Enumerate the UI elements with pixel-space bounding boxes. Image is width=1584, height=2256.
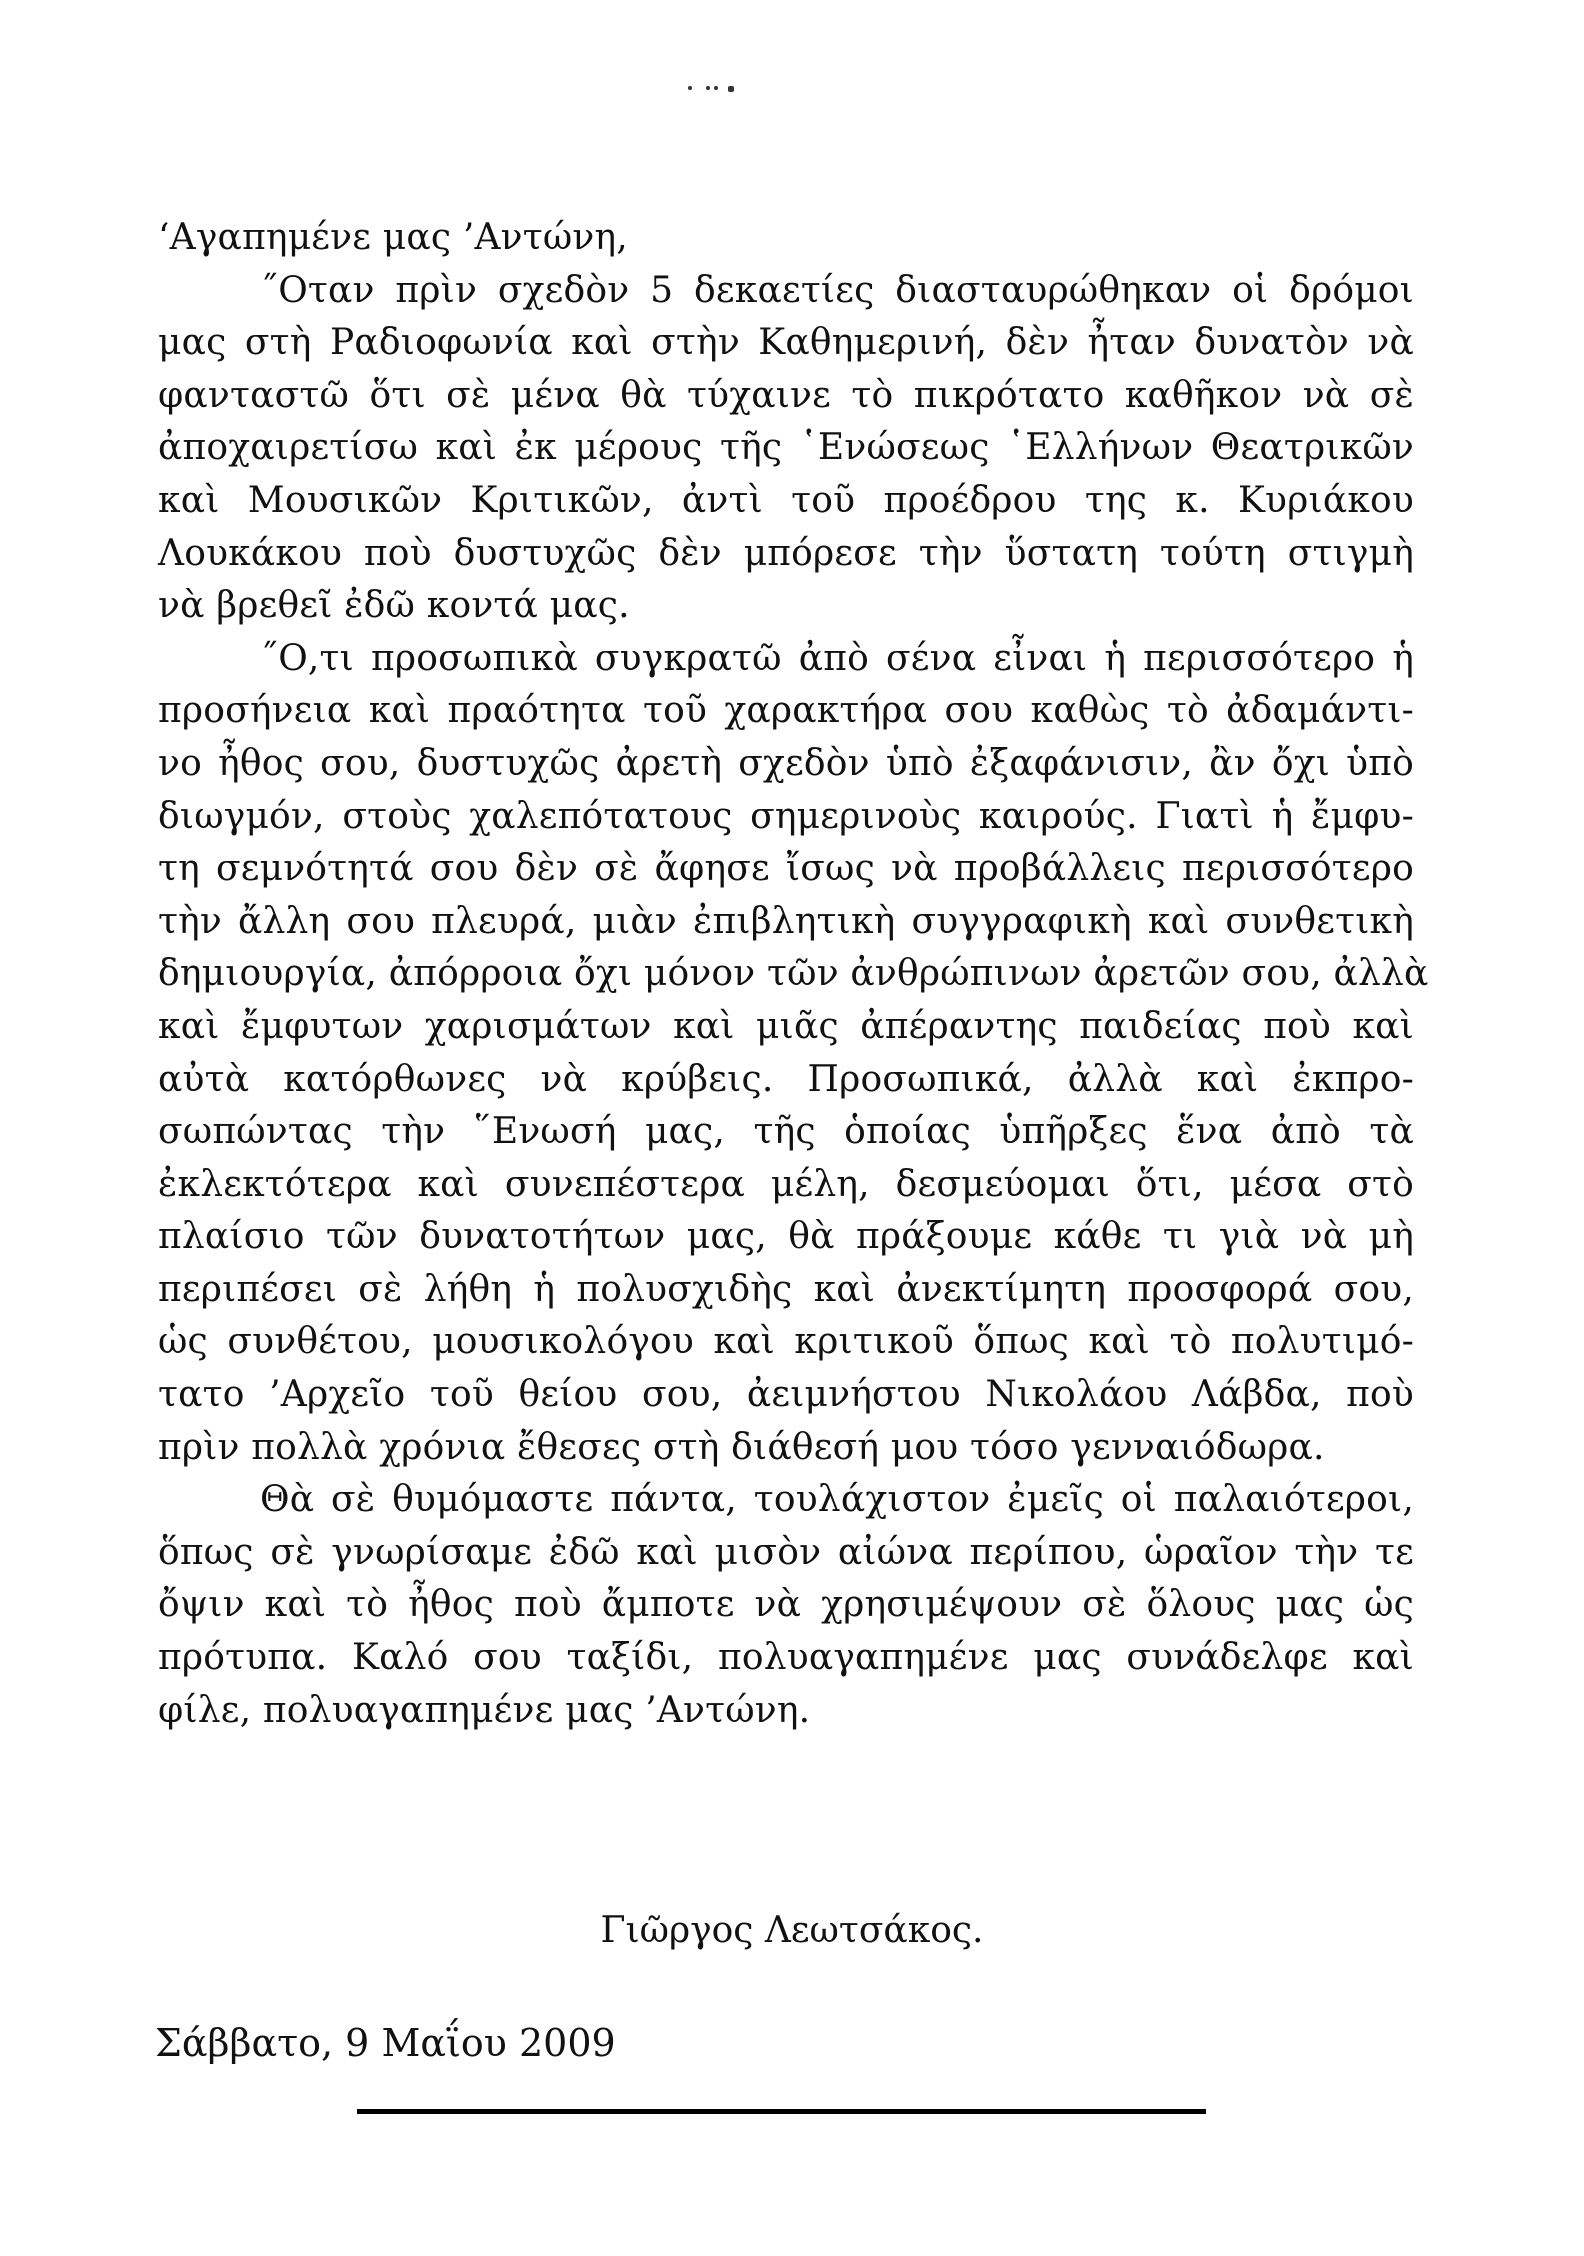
text-line: πλαίσιο τῶν δυνατοτήτων μας, θὰ πράξουμε κάθε τι γιὰ νὰ μὴ <box>158 1216 1414 1258</box>
text-line: καὶ Μουσικῶν Κριτικῶν, ἀντὶ τοῦ προέδρου της κ. Κυριάκου <box>158 479 1414 521</box>
text-line: μας στὴ Ραδιοφωνία καὶ στὴν Καθημερινή, δὲν ἦταν δυνατὸν νὰ <box>158 322 1414 364</box>
text-line: προσήνεια καὶ πραότητα τοῦ χαρακτήρα σου καθὼς τὸ ἀδαμάντι- <box>158 690 1414 732</box>
paragraph-2 <box>158 633 1429 1475</box>
text-line: ˝Οταν πρὶν σχεδὸν 5 δεκαετίες διασταυρώθηκαν οἱ δρόμοι <box>260 269 1414 311</box>
horizontal-rule <box>357 2109 1206 2114</box>
text-line: Λουκάκου ποὺ δυστυχῶς δὲν μπόρεσε τὴν ὕστατη τούτη στιγμὴ <box>158 532 1414 574</box>
text-line: νὰ βρεθεῖ ἐδῶ κοντά μας. <box>158 585 630 627</box>
text-line: αὐτὰ κατόρθωνες νὰ κρύβεις. Προσωπικά, ἀλλὰ καὶ ἐκπρο- <box>158 1058 1414 1100</box>
signature: Γιῶργος Λεωτσάκος. <box>600 1910 984 1951</box>
text-line: ἀποχαιρετίσω καὶ ἐκ μέρους τῆς ῾Ενώσεως ῾Ελλήνων Θεατρικῶν <box>158 427 1414 469</box>
text-line: διωγμόν, στοὺς χαλεπότατους σημερινοὺς καιρούς. Γιατὶ ἡ ἔμφυ- <box>158 795 1414 837</box>
signature-block <box>0 1905 1584 1957</box>
text-line: ἐκλεκτότερα καὶ συνεπέστερα μέλη, δεσμεύομαι ὅτι, μέσα στὸ <box>158 1163 1414 1205</box>
text-line: φίλε, πολυαγαπημένε μας ’Αντώνη. <box>158 1689 811 1731</box>
text-line: τη σεμνότητά σου δὲν σὲ ἄφησε ἴσως νὰ προβάλλεις περισσότερο <box>158 848 1414 890</box>
text-line: δημιουργία, ἀπόρροια ὄχι μόνον τῶν ἀνθρώπινων ἀρετῶν σου, ἀλλὰ <box>158 953 1429 995</box>
text-line: τατο ’Αρχεῖο τοῦ θείου σου, ἀειμνήστου Νικολάου Λάβδα, ποὺ <box>158 1374 1414 1416</box>
text-line: τὴν ἄλλη σου πλευρά, μιὰν ἐπιβλητικὴ συγγραφικὴ καὶ συνθετικὴ <box>158 900 1414 942</box>
date: Σάββατο, 9 Μαΐου 2009 <box>155 2021 616 2065</box>
text-line: ὅπως σὲ γνωρίσαμε ἐδῶ καὶ μισὸν αἰώνα περίπου, ὡραῖον τὴν τε <box>158 1531 1414 1573</box>
text-line: νο ἦθος σου, δυστυχῶς ἀρετὴ σχεδὸν ὑπὸ ἐξαφάνισιν, ἂν ὄχι ὑπὸ <box>158 742 1414 784</box>
text-line: καὶ ἔμφυτων χαρισμάτων καὶ μιᾶς ἀπέραντης παιδείας ποὺ καὶ <box>158 1005 1414 1047</box>
text-line: φανταστῶ ὅτι σὲ μένα θὰ τύχαινε τὸ πικρότατο καθῆκον νὰ σὲ <box>158 374 1414 416</box>
scan-noise-marks <box>688 82 768 94</box>
text-line: περιπέσει σὲ λήθη ἡ πολυσχιδὴς καὶ ἀνεκτίμητη προσφορά σου, <box>158 1268 1414 1310</box>
paragraph-3 <box>158 1474 1414 1737</box>
text-line: ὡς συνθέτου, μουσικολόγου καὶ κριτικοῦ ὅπως καὶ τὸ πολυτιμό- <box>158 1321 1414 1363</box>
text-line: πρότυπα. Καλό σου ταξίδι, πολυαγαπημένε μας συνάδελφε καὶ <box>158 1637 1414 1679</box>
text-line: Θὰ σὲ θυμόμαστε πάντα, τουλάχιστον ἐμεῖς οἱ παλαιότεροι, <box>260 1479 1414 1521</box>
text-line: σωπώντας τὴν ῞Ενωσή μας, τῆς ὁποίας ὑπῆρξες ἕνα ἀπὸ τὰ <box>158 1111 1414 1153</box>
paragraph-1 <box>158 265 1414 633</box>
text-line: ˝Ο,τι προσωπικὰ συγκρατῶ ἀπὸ σένα εἶναι ἡ περισσότερο ἡ <box>260 637 1414 679</box>
salutation: ‘Αγαπημένε μας ’Αντώνη, <box>158 217 628 258</box>
letter-body <box>158 212 1429 1737</box>
text-line: πρὶν πολλὰ χρόνια ἔθεσες στὴ διάθεσή μου τόσο γενναιόδωρα. <box>158 1426 1325 1468</box>
text-line: ὄψιν καὶ τὸ ἦθος ποὺ ἄμποτε νὰ χρησιμέψουν σὲ ὅλους μας ὡς <box>158 1584 1414 1626</box>
